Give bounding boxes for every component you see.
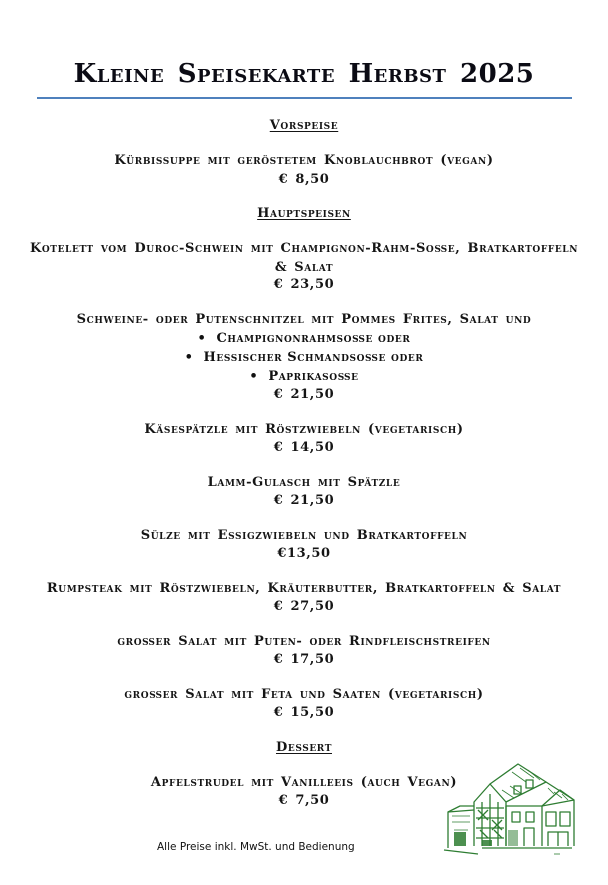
menu-item-price: € 27,50: [273, 599, 335, 614]
sauce-option: [0, 367, 608, 386]
menu-item-name-continued: & Salat: [274, 260, 334, 275]
sauce-option: [0, 329, 608, 348]
menu-item-price: € 21,50: [273, 387, 335, 402]
menu-item-price: € 17,50: [273, 652, 335, 667]
menu-item-name: großer Salat mit Feta und Saaten (vegetarisch): [124, 687, 484, 702]
bullet-dot-icon: •: [184, 350, 194, 365]
sauce-option-label: Paprikasoße: [268, 369, 359, 384]
sauce-option: [0, 348, 608, 367]
bullet-dot-icon: •: [197, 331, 207, 346]
menu-item-price: € 21,50: [273, 493, 335, 508]
menu-item-price: € 7,50: [278, 793, 330, 808]
menu-item-name: Kürbissuppe mit geröstetem Knoblauchbrot (vegan): [114, 153, 494, 168]
menu-item-name: Lamm-Gulasch mit Spätzle: [207, 475, 401, 490]
menu-item-name: Kotelett vom Duroc-Schwein mit Champignon-Rahm-Soße, Bratkartoffeln: [29, 241, 579, 256]
sauce-option-label: Champignonrahmsoße oder: [216, 331, 411, 346]
menu-item-price: € 23,50: [273, 277, 335, 292]
menu-title: Kleine Speisekarte Herbst 2025: [73, 59, 535, 89]
timber-house-illustration: [442, 750, 582, 862]
menu-item-price: €13,50: [277, 546, 331, 561]
menu-item-price: € 8,50: [278, 172, 330, 187]
bullet-dot-icon: •: [249, 369, 259, 384]
menu-item-price: € 15,50: [273, 705, 335, 720]
menu-item-name: Schweine- oder Putenschnitzel mit Pommes Frites, Salat und: [76, 312, 532, 327]
menu-item-name: Sülze mit Essigzwiebeln und Bratkartoffeln: [140, 528, 468, 543]
menu-item-name: Apfelstrudel mit Vanilleeis (auch Vegan): [150, 775, 458, 790]
section-heading-vorspeise: Vorspeise: [269, 118, 339, 133]
menu-item-price: € 14,50: [273, 440, 335, 455]
title-divider: [37, 97, 572, 99]
menu-item-name: Rumpsteak mit Röstzwiebeln, Kräuterbutter, Bratkartoffeln & Salat: [46, 581, 562, 596]
menu-item-name: Käsespätzle mit Röstzwiebeln (vegetarisch): [144, 422, 464, 437]
section-heading-hauptspeisen: Hauptspeisen: [257, 206, 351, 221]
footer-note: Alle Preise inkl. MwSt. und Bedienung: [157, 841, 355, 853]
section-heading-dessert: Dessert: [275, 740, 332, 755]
sauce-option-label: Hessischer Schmandsoße oder: [203, 350, 424, 365]
menu-item-name: großer Salat mit Puten- oder Rindfleischstreifen: [117, 634, 491, 649]
